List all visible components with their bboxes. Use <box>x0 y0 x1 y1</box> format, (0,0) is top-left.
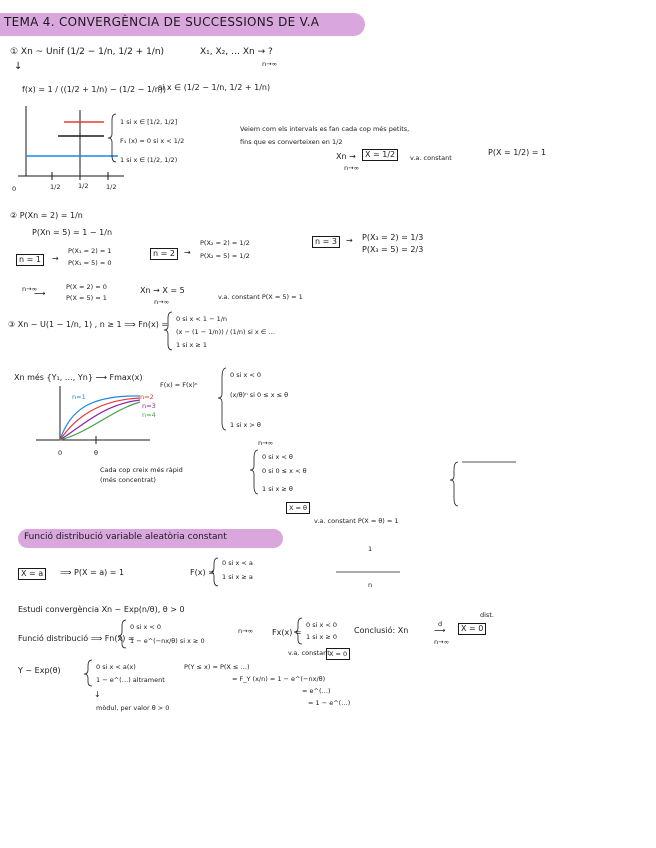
ex3-fn-piece-3: 1 si x > θ <box>230 421 261 429</box>
ex2-n1-a: P(X₁ = 2) = 1 <box>68 247 112 255</box>
sec2-conc-sub: n→∞ <box>434 638 449 646</box>
sec2-st-2: 1 − e^(−nx/θ) si x ≥ 0 <box>130 637 205 645</box>
ex2-n2-box: n = 2 <box>150 248 178 260</box>
ex1-graph-line2: F₁ (x) = 0 si x < 1/2 <box>120 137 185 145</box>
sec2-conc-box: X = 0 <box>458 623 486 635</box>
sec2-fl-1: 0 si x < 0 <box>306 621 338 629</box>
ex1-graph-line3: 1 si x ∈ (1/2, 1/2) <box>120 156 178 164</box>
sec2-st-1: 0 si x < 0 <box>130 623 162 631</box>
ex1-conclusion-box: X = 1/2 <box>362 149 398 161</box>
ex2-ninf-label: n→∞ <box>22 285 37 293</box>
ex3-graph <box>36 386 150 444</box>
ex3-brace-3 <box>250 450 258 494</box>
sec2-brace-2 <box>118 620 126 648</box>
ex2-n1-box: n = 1 <box>16 254 44 266</box>
ex1-conclusion-pre: Xn → <box>336 152 356 161</box>
ex1-axis-b: 1/2 <box>78 182 89 190</box>
sec2-exp-line: Y ~ Exp(θ) <box>18 666 61 675</box>
sec2-exp-res-3: = e^(…) <box>302 687 331 695</box>
ex3-flim-3: 1 si x ≥ θ <box>262 485 293 493</box>
ex1-graph-line1: 1 si x ∈ [1/2, 1/2] <box>120 118 178 126</box>
sec2-fl-2: 1 si x ≥ 0 <box>306 633 338 641</box>
sec2-small-1: 1 <box>368 545 373 553</box>
sec2-study: Estudi convergència Xn ~ Exp(n/θ), θ > 0 <box>18 605 185 614</box>
sec2-down-arrow: ↓ <box>94 690 101 699</box>
ex3-curve-label-3: n=3 <box>142 402 156 410</box>
sec2-lim: n→∞ <box>238 627 253 635</box>
ex2-ninf-b: P(X = 5) = 1 <box>66 294 107 302</box>
ex3-fn-piece-1: 0 si x < 0 <box>230 371 262 379</box>
ex2-n3-box: n = 3 <box>312 236 340 248</box>
ex1-axis-a: 1/2 <box>50 183 61 191</box>
sec2-brace-3 <box>294 618 302 644</box>
ex1-note-2: fins que es converteixen en 1/2 <box>240 138 343 146</box>
ex1-graph <box>18 106 124 180</box>
sec2-conc-top: dist. <box>480 611 494 619</box>
ex3-piece-3: 1 si x ≥ 1 <box>176 341 208 349</box>
sec2-conc-arrow-label: d <box>438 620 443 628</box>
ex3-piece-1: 0 si x < 1 − 1/n <box>176 315 228 323</box>
sec2-fx: F(x) = <box>190 568 215 577</box>
ex3-axis-theta: θ <box>94 449 98 457</box>
sec2-brace-4 <box>84 660 92 686</box>
ex3-flim-1: 0 si x < θ <box>262 453 293 461</box>
sec2-study-2: Funció distribució ⟹ Fn(x) = <box>18 634 135 643</box>
sec2-fx-1: 0 si x < a <box>222 559 253 567</box>
sec2-mod: mòdul, per valor θ > 0 <box>96 704 170 712</box>
sec2-small-2: n <box>368 581 373 589</box>
ex2-n2-a: P(X₂ = 2) = 1/2 <box>200 239 250 247</box>
ex2-ninf-note: v.a. constant P(X = 5) = 1 <box>218 293 303 301</box>
ex1-conclusion-sub: n→∞ <box>344 164 359 172</box>
ex3-flim-2: 0 si 0 ≤ x < θ <box>262 467 307 475</box>
ex2-n2-b: P(X₂ = 5) = 1/2 <box>200 252 250 260</box>
sec2-prop-box: X = a <box>18 568 46 580</box>
sec2-brace-1 <box>210 558 218 586</box>
ex2-arrow-4: ⟶ <box>34 289 46 298</box>
ex3-curve-label-2: n=2 <box>140 393 154 401</box>
ex2-statement-1: ② P(Xn = 2) = 1/n <box>10 211 83 220</box>
sec2-prop: ⟹ P(X = a) = 1 <box>60 568 125 577</box>
ex3-brace-1 <box>164 312 172 350</box>
sec2-fl-box: X = 0 <box>326 648 350 660</box>
sec2-exp-res-2: = F_Y (x/n) = 1 − e^(−nx/θ) <box>232 675 326 683</box>
ex3-fmax: F(x) = F(x)ⁿ <box>160 381 198 389</box>
sec2-exp-f2: 1 − e^(…) altrament <box>96 676 165 684</box>
ex2-n3-b: P(X₃ = 5) = 2/3 <box>362 245 424 254</box>
ex2-ninf-arrow: Xn → X = 5 <box>140 286 185 295</box>
page-title: TEMA 4. CONVERGÈNCIA DE SUCCESSIONS DE V.A <box>4 15 320 29</box>
ex1-conclusion-prob: P(X = 1/2) = 1 <box>488 148 547 157</box>
ex3-box: X = θ <box>286 502 310 514</box>
ex2-arrow-3: → <box>346 236 353 245</box>
ex1-axis-0: 0 <box>12 185 17 193</box>
ex3-limit-sub: n→∞ <box>258 439 273 447</box>
ex3-max-line: Xn més {Y₁, …, Yn} ⟶ Fmax(x) <box>14 373 143 382</box>
sec2-exp-f1: 0 si x < a(x) <box>96 663 136 671</box>
sec2-conc-arrow: ⟶ <box>434 626 446 635</box>
ex2-statement-2: P(Xn = 5) = 1 − 1/n <box>32 228 113 237</box>
ex3-axis-0: 0 <box>58 449 63 457</box>
ex1-density-cond: si x ∈ (1/2 − 1/n, 1/2 + 1/n) <box>158 83 271 92</box>
ex3-piece-2: (x − (1 − 1/n)) / (1/n) si x ∈ … <box>176 328 276 336</box>
ex1-sequence: X₁, X₂, … Xn → ? <box>200 47 273 57</box>
ex3-curve-label-4: n=4 <box>142 411 156 419</box>
ex3-graph-note: Cada cop creix més ràpid (més concentrat) <box>100 466 183 484</box>
ex1-axis-c: 1/2 <box>106 183 117 191</box>
ex1-statement: ① Xn ~ Unif (1/2 − 1/n, 1/2 + 1/n) <box>10 47 165 57</box>
sec2-conclusion: Conclusió: Xn <box>354 626 409 635</box>
ex2-n1-b: P(X₁ = 5) = 0 <box>68 259 112 267</box>
ex1-bracket <box>108 114 116 162</box>
ex1-sequence-sub: n→∞ <box>262 60 277 68</box>
sec2-fx-2: 1 si x ≥ a <box>222 573 253 581</box>
ex3-fn-piece-2: (x/θ)ⁿ si 0 ≤ x ≤ θ <box>230 391 289 399</box>
ex2-arrow-1: → <box>52 254 59 263</box>
ex2-ninf-a: P(X = 2) = 0 <box>66 283 107 291</box>
ex1-conclusion-text: v.a. constant <box>410 154 452 162</box>
ex2-n3-a: P(X₃ = 2) = 1/3 <box>362 233 424 242</box>
ex1-note-1: Veiem com els intervals es fan cada cop més petits, <box>240 125 410 133</box>
sec2-fl-note: v.a. constant <box>288 649 330 657</box>
side-brace <box>450 462 458 506</box>
ex2-arrow-2: → <box>184 248 191 257</box>
ex3-statement: ③ Xn ~ U(1 − 1/n, 1) , n ≥ 1 ⟹ Fn(x) = <box>8 320 169 329</box>
sec2-exp-res-4: = 1 − e^(…) <box>308 699 351 707</box>
sec2-exp-res: P(Y ≤ x) = P(X ≤ …) <box>184 663 250 671</box>
section-title: Funció distribució variable aleatòria constant <box>24 532 227 542</box>
ex1-down-arrow: ↓ <box>14 61 23 72</box>
ex2-ninf-arrow-sub: n→∞ <box>154 298 169 306</box>
ex3-curve-label-1: n=1 <box>72 393 86 401</box>
ex3-const: v.a. constant P(X = θ) = 1 <box>314 517 399 525</box>
sec2-fx-lim: Fx(x) = <box>272 628 302 637</box>
ex1-density: f(x) = 1 / ((1/2 + 1/n) − (1/2 − 1/n)) <box>22 85 167 94</box>
ex3-brace-2 <box>218 368 226 430</box>
